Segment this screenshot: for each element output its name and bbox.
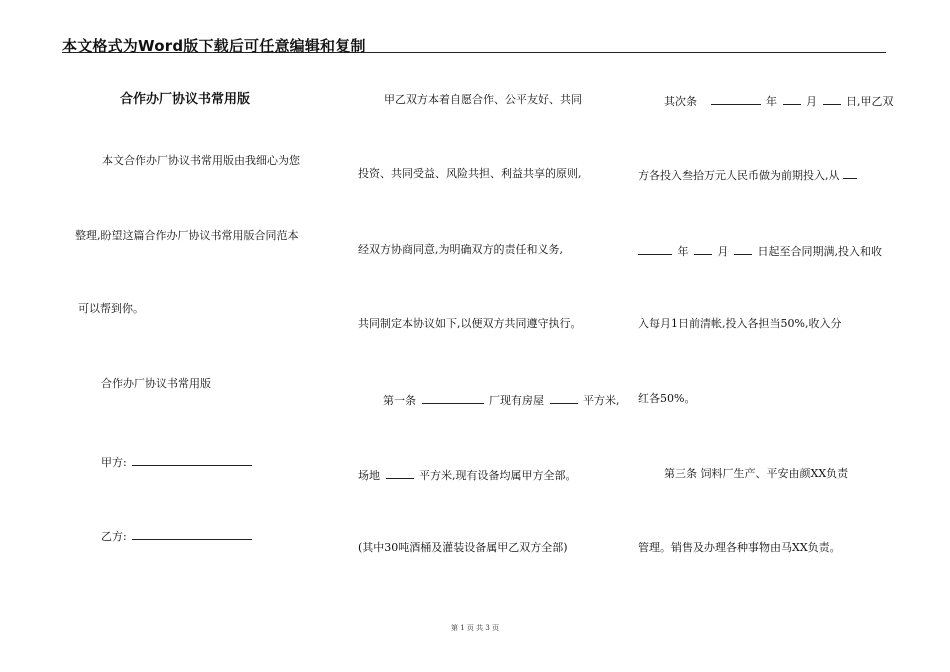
end-month-label: 月: [717, 245, 729, 258]
party-a-label: 甲方:: [101, 456, 127, 469]
start-year-blank: [711, 93, 761, 105]
end-year-label: 年: [677, 245, 689, 258]
column-2: [356, 0, 621, 672]
start-day-blank: [823, 93, 841, 105]
party-b-blank: [132, 528, 252, 540]
article-2-row: [664, 93, 894, 109]
intro-line-2: 整理,盼望这篇合作办厂协议书常用版合同范本: [75, 229, 299, 242]
article-3-line: 第三条 饲料厂生产、平安由颜XX负责: [664, 467, 849, 480]
party-a-blank: [132, 454, 252, 466]
col2-line-4: 共同制定本协议如下,以便双方共同遵守执行。: [358, 317, 582, 330]
article-2-text: 日,甲乙双: [846, 95, 894, 108]
site-area-blank: [386, 467, 414, 479]
column-1: [62, 0, 332, 672]
col2-line-3: 经双方协商同意,为明确双方的责任和义务,: [358, 243, 563, 256]
col2-line-1: 甲乙双方本着自愿合作、公平友好、共同: [384, 93, 582, 106]
article-1-label: 第一条: [383, 394, 416, 407]
header-title: 本文格式为Word版下载后可任意编辑和复制: [62, 37, 366, 55]
end-month-blank: [694, 243, 712, 255]
intro-line-1: 本文合作办厂协议书常用版由我细心为您: [102, 154, 300, 167]
page-number: 第 1 页 共 3 页: [450, 624, 500, 632]
col2-line-2: 投资、共同受益、风险共担、利益共享的原则,: [358, 167, 582, 180]
house-area-blank: [550, 392, 578, 404]
col3-line-4: 入每月1日前清帐,投入各担当50%,收入分: [638, 317, 842, 330]
column-3: [636, 0, 894, 672]
start-month-blank: [783, 93, 801, 105]
intro-line-3: 可以帮到你。: [78, 302, 144, 315]
party-b-label: 乙方:: [101, 530, 127, 543]
year-label: 年: [766, 95, 777, 108]
month-label: 月: [806, 95, 817, 108]
document-title: 合作办厂协议书常用版: [120, 92, 251, 107]
article-1-text: 厂现有房屋: [489, 394, 544, 407]
factory-name-blank: [422, 392, 484, 404]
col3-line-2-text: 方各投入叁拾万元人民币做为前期投入,从: [638, 169, 840, 182]
col3-line-3-text: 日起至合同期满,投入和收: [757, 245, 882, 258]
end-day-blank: [734, 243, 752, 255]
end-year-blank: [638, 243, 672, 255]
site-label: 场地: [358, 469, 380, 482]
from-blank: [843, 167, 857, 179]
article-1-unit: 平方米,: [583, 394, 620, 407]
col3-line-2: [638, 167, 857, 183]
col2-line-7: (其中30吨酒桶及灌装设备属甲乙双方全部): [358, 541, 568, 554]
col3-line-7: 管理。销售及办理各种事物由马XX负责。: [638, 541, 841, 554]
article-1-row: [383, 392, 620, 408]
site-area-row: [358, 467, 577, 483]
col3-line-5: 红各50%。: [638, 392, 696, 405]
site-area-text: 平方米,现有设备均属甲方全部。: [419, 469, 577, 482]
contract-subtitle: 合作办厂协议书常用版: [101, 377, 211, 390]
article-2-label: 其次条: [664, 95, 697, 108]
party-a-row: [101, 454, 254, 470]
party-b-row: [101, 528, 254, 544]
col3-line-3: [638, 243, 882, 259]
